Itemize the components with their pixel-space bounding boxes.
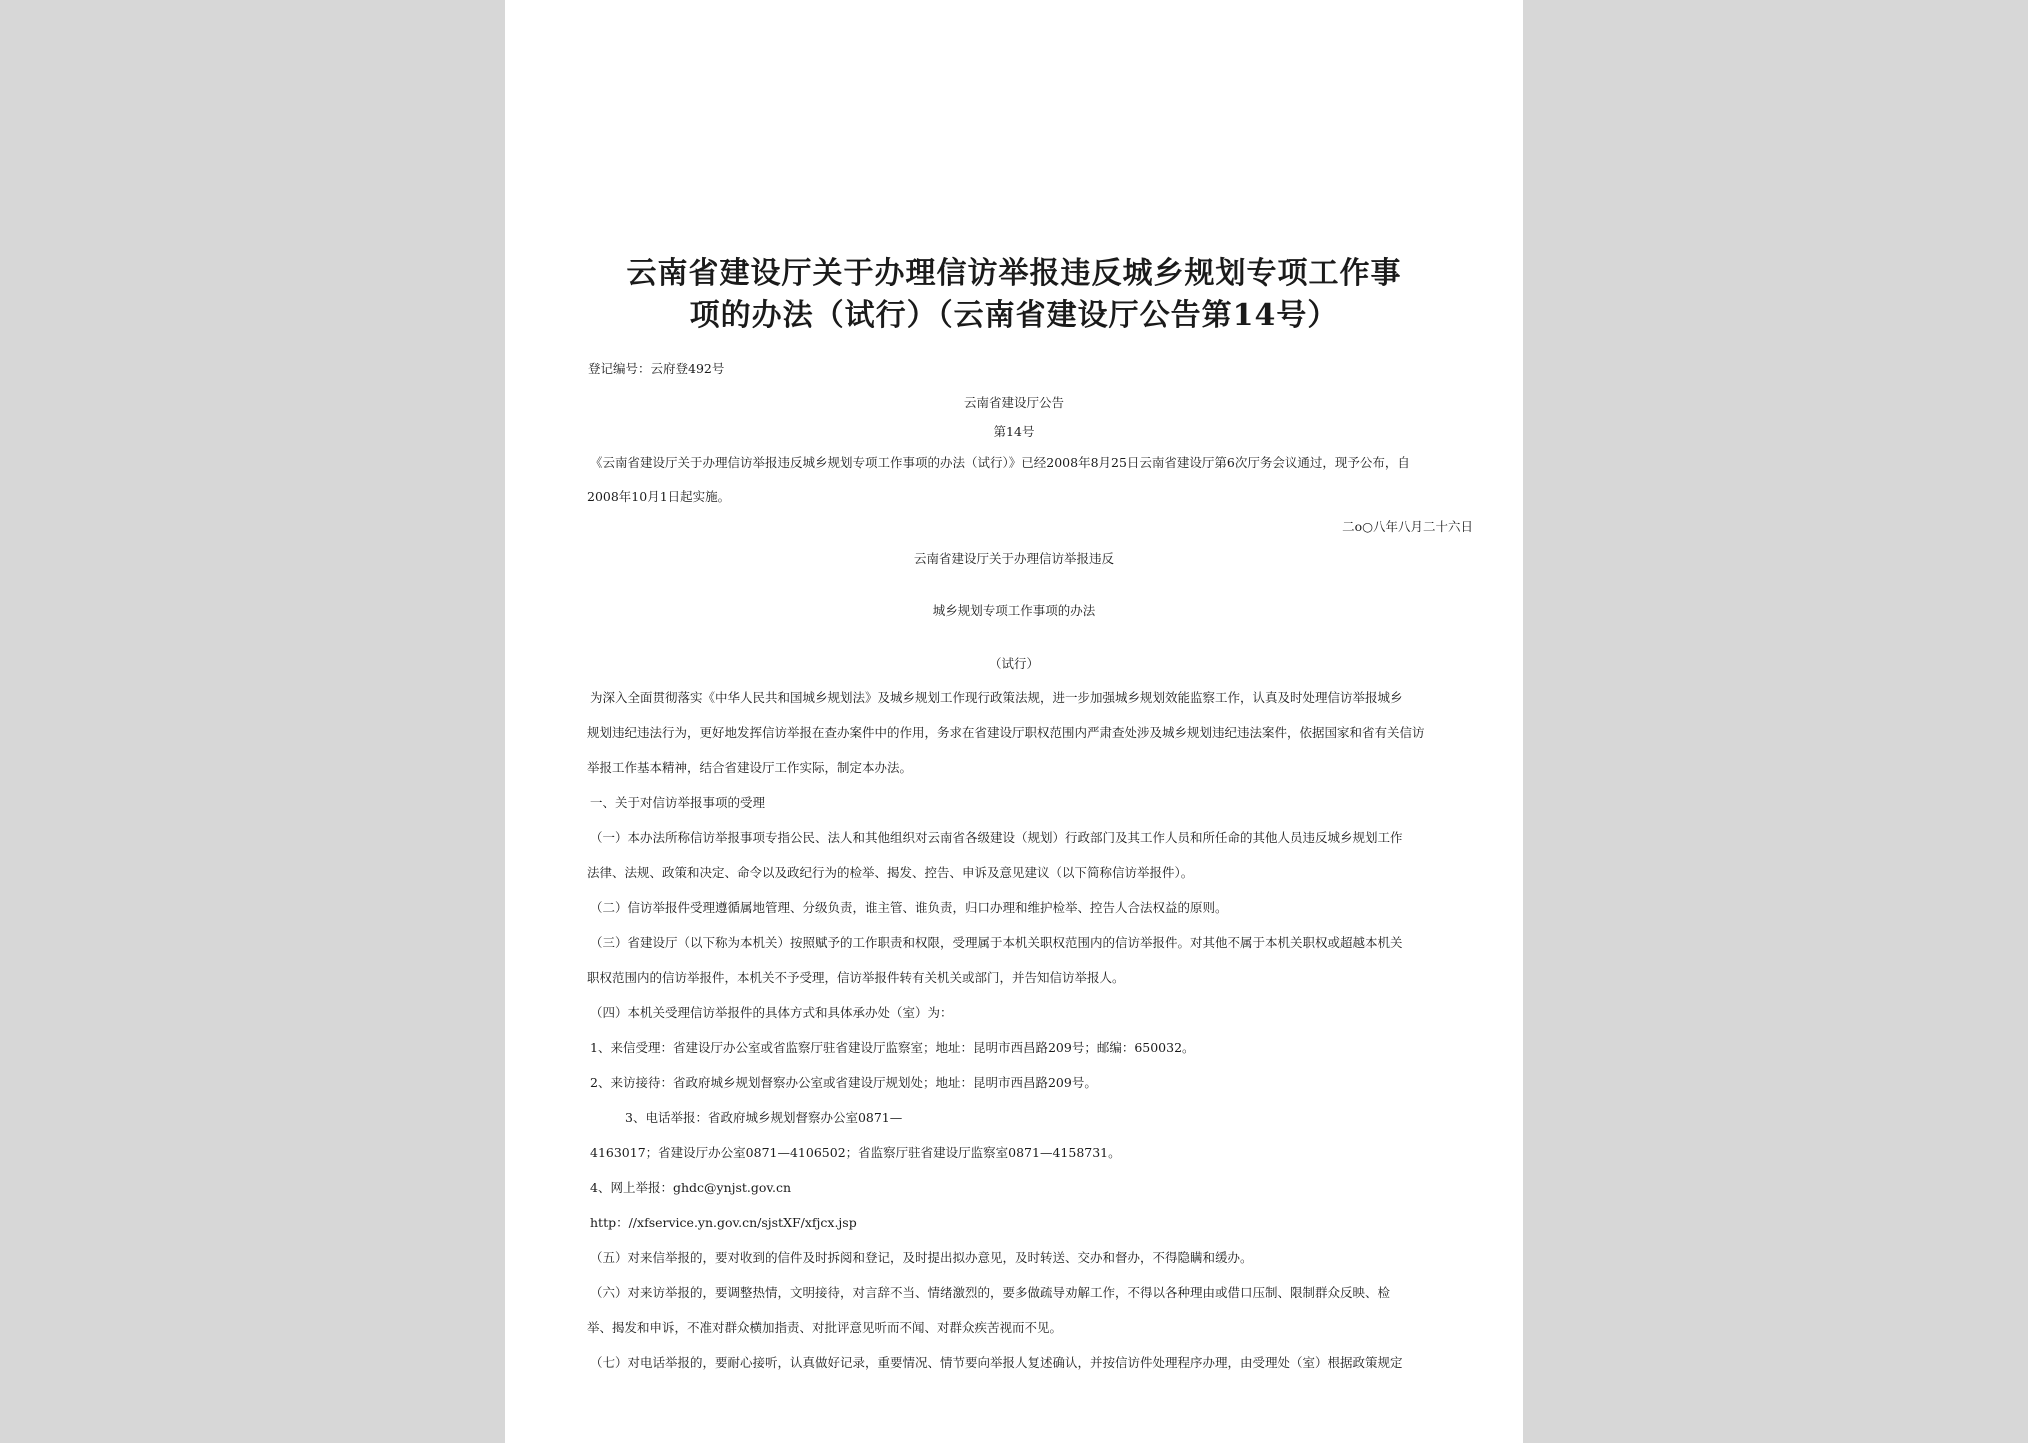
body-line: 4163017；省建设厅办公室0871—4106502；省监察厅驻省建设厅监察室0871—4158731。 bbox=[590, 1145, 1121, 1160]
body-line: （四）本机关受理信访举报件的具体方式和具体承办处（室）为： bbox=[590, 1005, 953, 1020]
body-line: （一）本办法所称信访举报事项专指公民、法人和其他组织对云南省各级建设（规划）行政部门及其工作人员和所任命的其他人员违反城乡规划工作 bbox=[590, 830, 1403, 845]
body-line: 2、来访接待：省政府城乡规划督察办公室或省建设厅规划处；地址：昆明市西昌路209号。 bbox=[590, 1075, 1097, 1090]
document-page bbox=[505, 0, 1523, 1443]
body-line: 举报工作基本精神，结合省建设厅工作实际，制定本办法。 bbox=[587, 760, 913, 775]
document-title-line-2: 项的办法（试行）（云南省建设厅公告第14号） bbox=[689, 298, 1339, 333]
body-line: （三）省建设厅（以下称为本机关）按照赋予的工作职责和权限，受理属于本机关职权范围内的信访举报件。对其他不属于本机关职权或超越本机关 bbox=[590, 935, 1403, 950]
body-line: （二）信访举报件受理遵循属地管理、分级负责，谁主管、谁负责，归口办理和维护检举、控告人合法权益的原则。 bbox=[590, 900, 1228, 915]
announcement-number: 第14号 bbox=[993, 424, 1035, 439]
section-heading-line-2: 城乡规划专项工作事项的办法 bbox=[932, 603, 1096, 618]
section-heading-line-3: （试行） bbox=[988, 656, 1039, 671]
announcement-date: 二o○八年八月二十六日 bbox=[1342, 519, 1473, 534]
body-line: （七）对电话举报的，要耐心接听，认真做好记录，重要情况、情节要向举报人复述确认，并按信访件处理程序办理，由受理处（室）根据政策规定 bbox=[590, 1355, 1403, 1370]
body-line: 规划违纪违法行为，更好地发挥信访举报在查办案件中的作用，务求在省建设厅职权范围内严肃查处涉及城乡规划违纪违法案件，依据国家和省有关信访 bbox=[587, 725, 1425, 740]
section-heading-line-1: 云南省建设厅关于办理信访举报违反 bbox=[913, 551, 1114, 566]
body-line: 一、关于对信访举报事项的受理 bbox=[590, 795, 766, 810]
body-line: （五）对来信举报的，要对收到的信件及时拆阅和登记，及时提出拟办意见，及时转送、交办和督办，不得隐瞒和缓办。 bbox=[590, 1250, 1253, 1265]
body-line: 为深入全面贯彻落实《中华人民共和国城乡规划法》及城乡规划工作现行政策法规，进一步加强城乡规划效能监察工作，认真及时处理信访举报城乡 bbox=[590, 690, 1403, 705]
body-line: http：//xfservice.yn.gov.cn/sjstXF/xfjcx.jsp bbox=[590, 1215, 857, 1230]
document-title-line-1: 云南省建设厅关于办理信访举报违反城乡规划专项工作事 bbox=[626, 256, 1402, 291]
body-line: 1、来信受理：省建设厅办公室或省监察厅驻省建设厅监察室；地址：昆明市西昌路209号；邮编：650032。 bbox=[590, 1040, 1195, 1055]
body-line: 举、揭发和申诉，不准对群众横加指责、对批评意见听而不闻、对群众疾苦视而不见。 bbox=[587, 1320, 1063, 1335]
body-line: 3、电话举报：省政府城乡规划督察办公室0871— bbox=[625, 1110, 903, 1125]
intro-line-1: 《云南省建设厅关于办理信访举报违反城乡规划专项工作事项的办法（试行）》已经2008年8月25日云南省建设厅第6次厅务会议通过，现予公布，自 bbox=[590, 455, 1410, 470]
body-line: 职权范围内的信访举报件，本机关不予受理，信访举报件转有关机关或部门，并告知信访举报人。 bbox=[587, 970, 1125, 985]
body-line: （六）对来访举报的，要调整热情，文明接待，对言辞不当、情绪激烈的，要多做疏导劝解工作，不得以各种理由或借口压制、限制群众反映、检 bbox=[590, 1285, 1391, 1300]
body-line: 法律、法规、政策和决定、命令以及政纪行为的检举、揭发、控告、申诉及意见建议（以下简称信访举报件）。 bbox=[587, 865, 1194, 880]
announcement-org: 云南省建设厅公告 bbox=[963, 395, 1064, 410]
body-line: 4、网上举报：ghdc@ynjst.gov.cn bbox=[590, 1180, 792, 1195]
intro-line-2: 2008年10月1日起实施。 bbox=[587, 489, 731, 504]
registration-number: 登记编号：云府登492号 bbox=[588, 361, 725, 376]
